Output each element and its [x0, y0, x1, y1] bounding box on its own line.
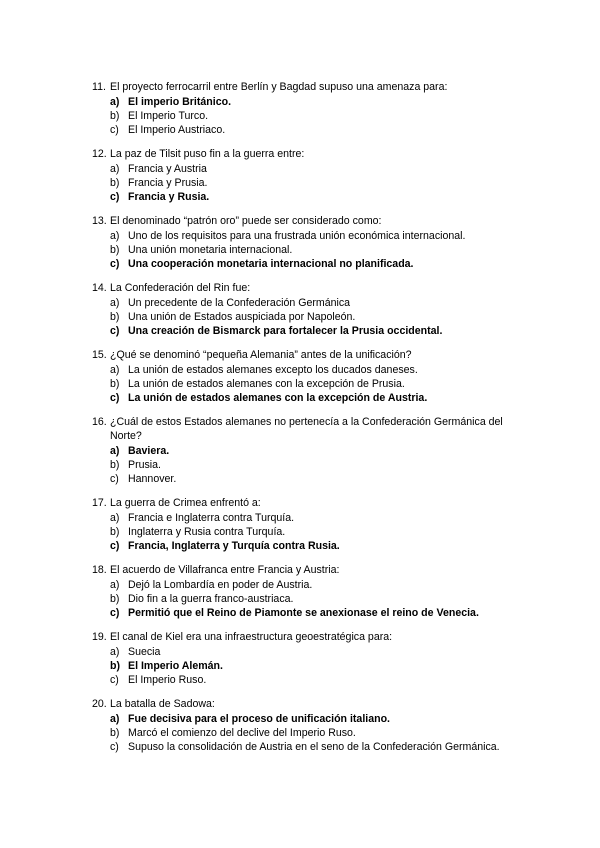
answer-option	[110, 525, 522, 539]
question-13	[92, 214, 522, 271]
option-text: Uno de los requisitos para una frustrada unión económica internacional.	[128, 230, 466, 242]
answer-option	[110, 296, 522, 310]
answer-options	[110, 578, 522, 620]
question-11	[92, 80, 522, 137]
answer-option	[110, 243, 522, 257]
option-text: El Imperio Turco.	[128, 110, 209, 122]
option-text: Una unión monetaria internacional.	[128, 244, 293, 256]
question-number: 13.	[92, 215, 107, 227]
answer-option	[110, 472, 522, 486]
option-text: Una cooperación monetaria internacional no planificada.	[128, 258, 414, 270]
option-letter: b)	[110, 110, 120, 122]
option-letter: c)	[110, 473, 119, 485]
option-letter: b)	[110, 727, 120, 739]
option-text: El Imperio Alemán.	[128, 660, 223, 672]
answer-options	[110, 95, 522, 137]
option-letter: a)	[110, 163, 120, 175]
option-text: El Imperio Ruso.	[128, 674, 207, 686]
option-letter: c)	[110, 325, 120, 337]
option-text: Baviera.	[128, 445, 170, 457]
answer-option	[110, 310, 522, 324]
option-letter: c)	[110, 392, 120, 404]
option-letter: c)	[110, 741, 119, 753]
option-text: Supuso la consolidación de Austria en el seno de la Confederación Germánica.	[128, 741, 500, 753]
answer-option-correct	[110, 95, 522, 109]
option-letter: b)	[110, 311, 120, 323]
option-text: Francia, Inglaterra y Turquía contra Rusia.	[128, 540, 340, 552]
question-text: La Confederación del Rin fue:	[110, 282, 251, 294]
answer-options	[110, 511, 522, 553]
option-letter: b)	[110, 593, 120, 605]
option-text: Francia y Austria	[128, 163, 207, 175]
option-text: El imperio Británico.	[128, 96, 232, 108]
answer-option	[110, 673, 522, 687]
question-text: El denominado “patrón oro” puede ser considerado como:	[110, 215, 382, 227]
answer-option	[110, 123, 522, 137]
answer-option	[110, 162, 522, 176]
option-text: La unión de estados alemanes excepto los ducados daneses.	[128, 364, 418, 376]
answer-option	[110, 229, 522, 243]
answer-options	[110, 712, 522, 754]
answer-option-correct	[110, 539, 522, 553]
answer-option	[110, 578, 522, 592]
answer-option-correct	[110, 324, 522, 338]
question-18	[92, 563, 522, 620]
answer-option	[110, 458, 522, 472]
option-letter: c)	[110, 607, 120, 619]
question-number: 14.	[92, 282, 107, 294]
option-letter: c)	[110, 124, 119, 136]
answer-options	[110, 363, 522, 405]
answer-options	[110, 162, 522, 204]
option-text: Dio fin a la guerra franco-austriaca.	[128, 593, 294, 605]
question-text: La batalla de Sadowa:	[110, 698, 215, 710]
question-19	[92, 630, 522, 687]
answer-option	[110, 176, 522, 190]
option-text: Fue decisiva para el proceso de unificación italiano.	[128, 713, 390, 725]
option-letter: a)	[110, 230, 120, 242]
answer-option-correct	[110, 712, 522, 726]
answer-option	[110, 511, 522, 525]
option-text: Francia y Rusia.	[128, 191, 210, 203]
answer-option	[110, 592, 522, 606]
option-text: El Imperio Austriaco.	[128, 124, 226, 136]
answer-option	[110, 726, 522, 740]
option-letter: a)	[110, 646, 120, 658]
question-text: ¿Cuál de estos Estados alemanes no pertenecía a la Confederación Germánica del Norte?	[110, 416, 503, 442]
option-text: Una unión de Estados auspiciada por Napoleón.	[128, 311, 356, 323]
answer-option-correct	[110, 659, 522, 673]
option-text: Una creación de Bismarck para fortalecer la Prusia occidental.	[128, 325, 443, 337]
answer-options	[110, 229, 522, 271]
question-number: 19.	[92, 631, 107, 643]
question-17	[92, 496, 522, 553]
option-letter: a)	[110, 512, 120, 524]
question-text: La paz de Tilsit puso fin a la guerra entre:	[110, 148, 305, 160]
option-letter: c)	[110, 540, 120, 552]
question-number: 20.	[92, 698, 107, 710]
option-letter: a)	[110, 579, 120, 591]
option-letter: a)	[110, 297, 120, 309]
answer-options	[110, 444, 522, 486]
question-12	[92, 147, 522, 204]
option-letter: c)	[110, 258, 120, 270]
answer-option-correct	[110, 391, 522, 405]
option-letter: a)	[110, 713, 120, 725]
question-16	[92, 415, 522, 486]
option-text: La unión de estados alemanes con la excepción de Austria.	[128, 392, 428, 404]
question-15	[92, 348, 522, 405]
answer-option-correct	[110, 444, 522, 458]
option-letter: b)	[110, 378, 120, 390]
option-text: La unión de estados alemanes con la excepción de Prusia.	[128, 378, 405, 390]
option-letter: a)	[110, 364, 120, 376]
question-number: 16.	[92, 416, 107, 428]
option-letter: b)	[110, 459, 120, 471]
question-number: 12.	[92, 148, 107, 160]
answer-option	[110, 109, 522, 123]
option-text: Dejó la Lombardía en poder de Austria.	[128, 579, 313, 591]
option-text: Suecia	[128, 646, 161, 658]
option-text: Prusia.	[128, 459, 161, 471]
question-text: El acuerdo de Villafranca entre Francia y Austria:	[110, 564, 340, 576]
question-number: 18.	[92, 564, 107, 576]
option-letter: c)	[110, 674, 119, 686]
answer-option-correct	[110, 190, 522, 204]
question-number: 11.	[92, 81, 106, 93]
option-text: Permitió que el Reino de Piamonte se anexionase el reino de Venecia.	[128, 607, 479, 619]
option-letter: b)	[110, 244, 120, 256]
question-14	[92, 281, 522, 338]
option-letter: c)	[110, 191, 120, 203]
option-letter: a)	[110, 445, 120, 457]
answer-option	[110, 363, 522, 377]
question-20	[92, 697, 522, 754]
option-text: Hannover.	[128, 473, 177, 485]
question-text: La guerra de Crimea enfrentó a:	[110, 497, 261, 509]
option-text: Francia e Inglaterra contra Turquía.	[128, 512, 295, 524]
answer-option	[110, 645, 522, 659]
question-text: El proyecto ferrocarril entre Berlín y Bagdad supuso una amenaza para:	[110, 81, 448, 93]
question-number: 17.	[92, 497, 107, 509]
answer-option	[110, 740, 522, 754]
question-text: ¿Qué se denominó “pequeña Alemania” antes de la unificación?	[110, 349, 412, 361]
option-text: Marcó el comienzo del declive del Imperio Ruso.	[128, 727, 356, 739]
option-letter: b)	[110, 660, 120, 672]
answer-option-correct	[110, 257, 522, 271]
option-letter: b)	[110, 526, 120, 538]
option-text: Un precedente de la Confederación Germánica	[128, 297, 351, 309]
answer-options	[110, 645, 522, 687]
option-letter: a)	[110, 96, 120, 108]
option-letter: b)	[110, 177, 120, 189]
option-text: Inglaterra y Rusia contra Turquía.	[128, 526, 286, 538]
answer-options	[110, 296, 522, 338]
question-number: 15.	[92, 349, 107, 361]
question-text: El canal de Kiel era una infraestructura geoestratégica para:	[110, 631, 393, 643]
answer-option	[110, 377, 522, 391]
answer-option-correct	[110, 606, 522, 620]
option-text: Francia y Prusia.	[128, 177, 208, 189]
